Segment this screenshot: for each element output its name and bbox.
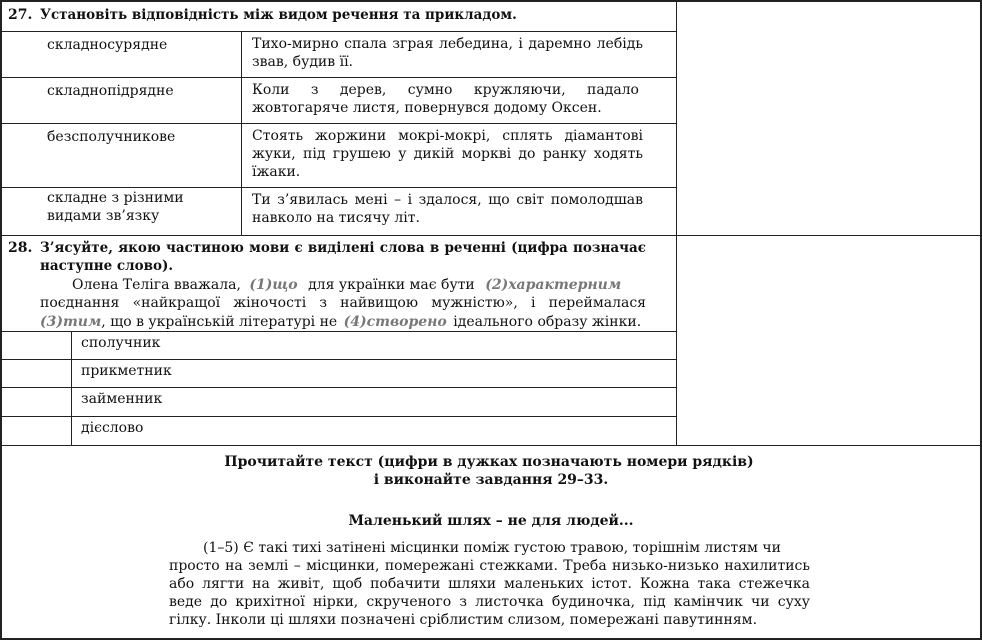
t28-sentence-l3-b: , що в українській літературі не xyxy=(101,314,338,330)
t27-example-3-line2: жуки, під грушею у дикій моркві до ранку ходять xyxy=(252,146,643,162)
t28-sentence-l1 xyxy=(72,276,621,294)
reading-instruction-line1: Прочитайте текст (цифри в дужках позначають номери рядків) xyxy=(224,454,754,470)
t28-line-4 xyxy=(0,416,677,417)
t28-marked-word-1: (1)що xyxy=(249,277,298,293)
t27-example-4-line2: навколо на тисячу літ. xyxy=(252,210,420,226)
task27-number: 27. xyxy=(8,7,33,23)
reading-instruction-line2: і виконайте завдання 29–33. xyxy=(373,472,609,488)
t27-type-asyndetic: безсполучникове xyxy=(47,129,176,145)
t27-example-1-line2: звав, будив її. xyxy=(252,54,354,70)
task27-prompt: Установіть відповідність між видом речення та прикладом. xyxy=(40,7,517,23)
t28-bottom xyxy=(0,445,982,446)
reading-title: Маленький шлях – не для людей... xyxy=(348,513,634,529)
t27-example-3-line3: їжаки. xyxy=(252,164,301,180)
t28-option-adjective: прикметник xyxy=(81,363,172,379)
task28-prompt-line2: наступне слово). xyxy=(40,258,174,274)
t28-option-pronoun: займенник xyxy=(81,391,163,407)
t27-line-3 xyxy=(0,123,677,124)
t27-line-2 xyxy=(0,77,677,78)
reading-line-1: (1–5) Є такі тихі затінені місцинки поміж густою травою, торішнім листям чи xyxy=(203,540,781,556)
t27-type-complex: складнопідрядне xyxy=(47,83,174,99)
t28-sentence-l2: поєднання «найкращої жіночості з найвищою мужністю», і переймалася xyxy=(40,295,646,311)
task28-number: 28. xyxy=(8,240,33,256)
frame-left xyxy=(0,0,2,640)
t27-example-1-line1: Тихо-мирно спала зграя лебедина, і даремно лебідь xyxy=(252,36,643,52)
frame-top xyxy=(0,0,982,2)
reading-line-4: веде до крихітної нірки, скрученого з листочка будиночка, під камінчик чи суху xyxy=(169,594,810,610)
t28-marked-word-2: (2)характерним xyxy=(485,277,622,293)
t28-option-verb: дієслово xyxy=(81,420,144,436)
t28-line-1 xyxy=(0,331,677,332)
reading-line-5: гілку. Інколи ці шляхи позначені сріблистим слизом, помережані павутинням. xyxy=(169,612,758,628)
task28-prompt-line1: З’ясуйте, якою частиною мови є виділені слова в реченні (цифра позначає xyxy=(40,240,646,256)
t27-example-2-line2: жовтогаряче листя, повернувся додому Оксен. xyxy=(252,100,602,116)
t28-sentence-l1-a: Олена Теліга вважала, xyxy=(72,277,241,293)
t27-line-4 xyxy=(0,187,677,188)
t27-type-compound: складносурядне xyxy=(47,37,168,53)
t27-type-mixed-line1: складне з різними xyxy=(47,190,184,206)
t28-option-conjunction: сполучник xyxy=(81,335,161,351)
t28-line-3 xyxy=(0,387,677,388)
t28-sentence-l3-c: ідеального образу жінки. xyxy=(453,314,642,330)
t27-example-4-line1: Ти з’явилась мені – і здалося, що світ помолодшав xyxy=(252,192,643,208)
answer-column-divider xyxy=(676,0,677,446)
t27-column-divider xyxy=(241,31,242,236)
t27-line-1 xyxy=(0,31,677,32)
t28-sentence-l1-b: для українки має бути xyxy=(308,277,475,293)
t27-example-3-line1: Стоять жоржини мокрі-мокрі, сплять діамантові xyxy=(252,128,643,144)
t27-type-mixed-line2: видами зв’язку xyxy=(47,208,160,224)
t27-example-2-line1: Коли з дерев, сумно кружляючи, падало xyxy=(252,82,639,98)
reading-line-3: або лягти на живіт, щоб побачити шляхи маленьких істот. Кожна така стежечка xyxy=(169,576,810,592)
t27-bottom xyxy=(0,235,982,236)
t28-sentence-l3 xyxy=(40,313,641,331)
reading-line-2: просто на землі – місцинки, помережані стежками. Треба низько-низько нахилитись xyxy=(169,558,810,574)
t28-option-divider xyxy=(71,331,72,446)
t28-line-2 xyxy=(0,359,677,360)
t28-marked-word-3: (3)тим xyxy=(40,314,102,330)
t28-marked-word-4: (4)створено xyxy=(343,314,447,330)
